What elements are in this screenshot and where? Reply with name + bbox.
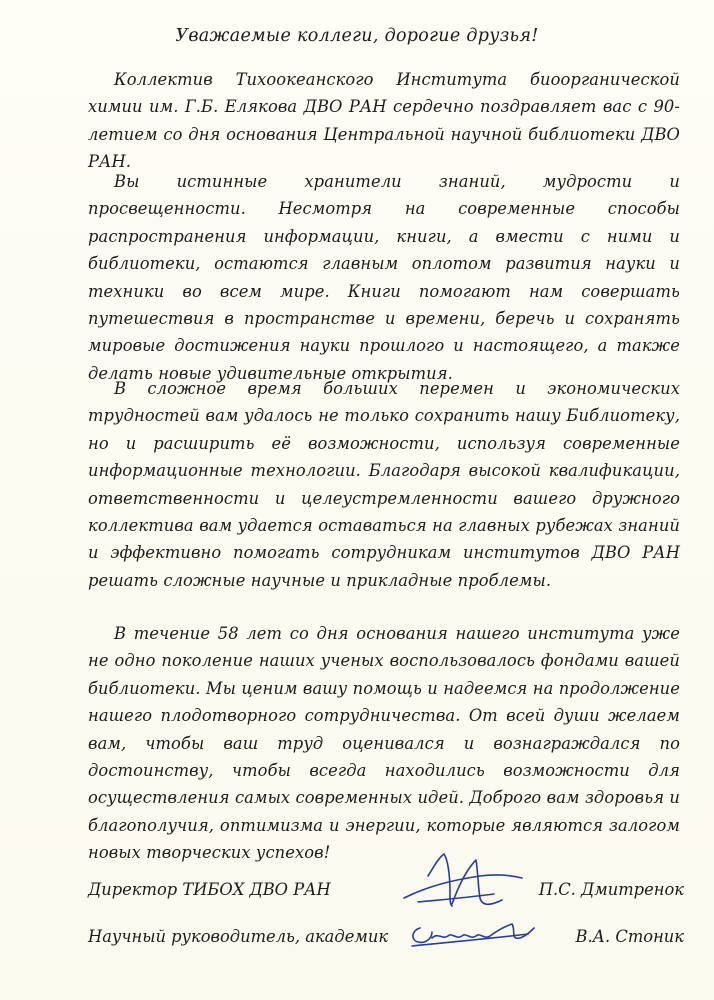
paragraph-text: Вы истинные хранители знаний, мудрости и просвещенности. Несмотря на современные способы распространения информации, книги, а вмести с ними и библиотеки, остаются главным оплотом развития науки и техники во всем мире. Книги помогают нам совершать путешествия в пространстве и времени, беречь и сохранять мировые достижения науки прошлого и настоящего, а также делать новые удивительные открытия. bbox=[88, 172, 680, 383]
signatory-role: Директор ТИБОХ ДВО РАН bbox=[88, 880, 331, 899]
signatory-name: П.С. Дмитренок bbox=[538, 880, 684, 899]
paragraph-knowledge-keepers bbox=[88, 168, 680, 387]
paragraph-hard-times bbox=[88, 375, 680, 594]
paragraph-text: В течение 58 лет со дня основания нашего института уже не одно поколение наших ученых воспользовалось фондами вашей библиотеки. Мы ценим вашу помощь и надеемся на продолжение нашего плодотворного сотрудничества. От всей души желаем вам, чтобы ваш труд оценивался и вознаграждался по достоинству, чтобы всегда находились возможности для осуществления самых современных идей. Доброго вам здоровья и благополучия, оптимизма и энергии, которые являются залогом новых творческих успехов! bbox=[88, 624, 680, 863]
signatory-role: Научный руководитель, академик bbox=[88, 927, 389, 946]
letter-greeting: Уважаемые коллеги, дорогие друзья! bbox=[175, 26, 539, 46]
signatory-name: В.А. Стоник bbox=[575, 927, 684, 946]
paragraph-wishes bbox=[88, 620, 680, 867]
paragraph-congratulation bbox=[88, 66, 680, 176]
paragraph-text: Коллектив Тихоокеанского Института биоорганической химии им. Г.Б. Елякова ДВО РАН сердечно поздравляет вас с 90-летием со дня основания Центральной научной библиотеки ДВО РАН. bbox=[88, 70, 680, 172]
handwritten-signature bbox=[398, 846, 538, 964]
paragraph-text: В сложное время больших перемен и экономических трудностей вам удалось не только сохранить нашу Библиотеку, но и расширить её возможности, используя современные информационные технологии. Благодаря высокой квалификации, ответственности и целеустремленности вашего дружного коллектива вам удается оставаться на главных рубежах знаний и эффективно помогать сотрудникам институтов ДВО РАН решать сложные научные и прикладные проблемы. bbox=[88, 379, 680, 590]
